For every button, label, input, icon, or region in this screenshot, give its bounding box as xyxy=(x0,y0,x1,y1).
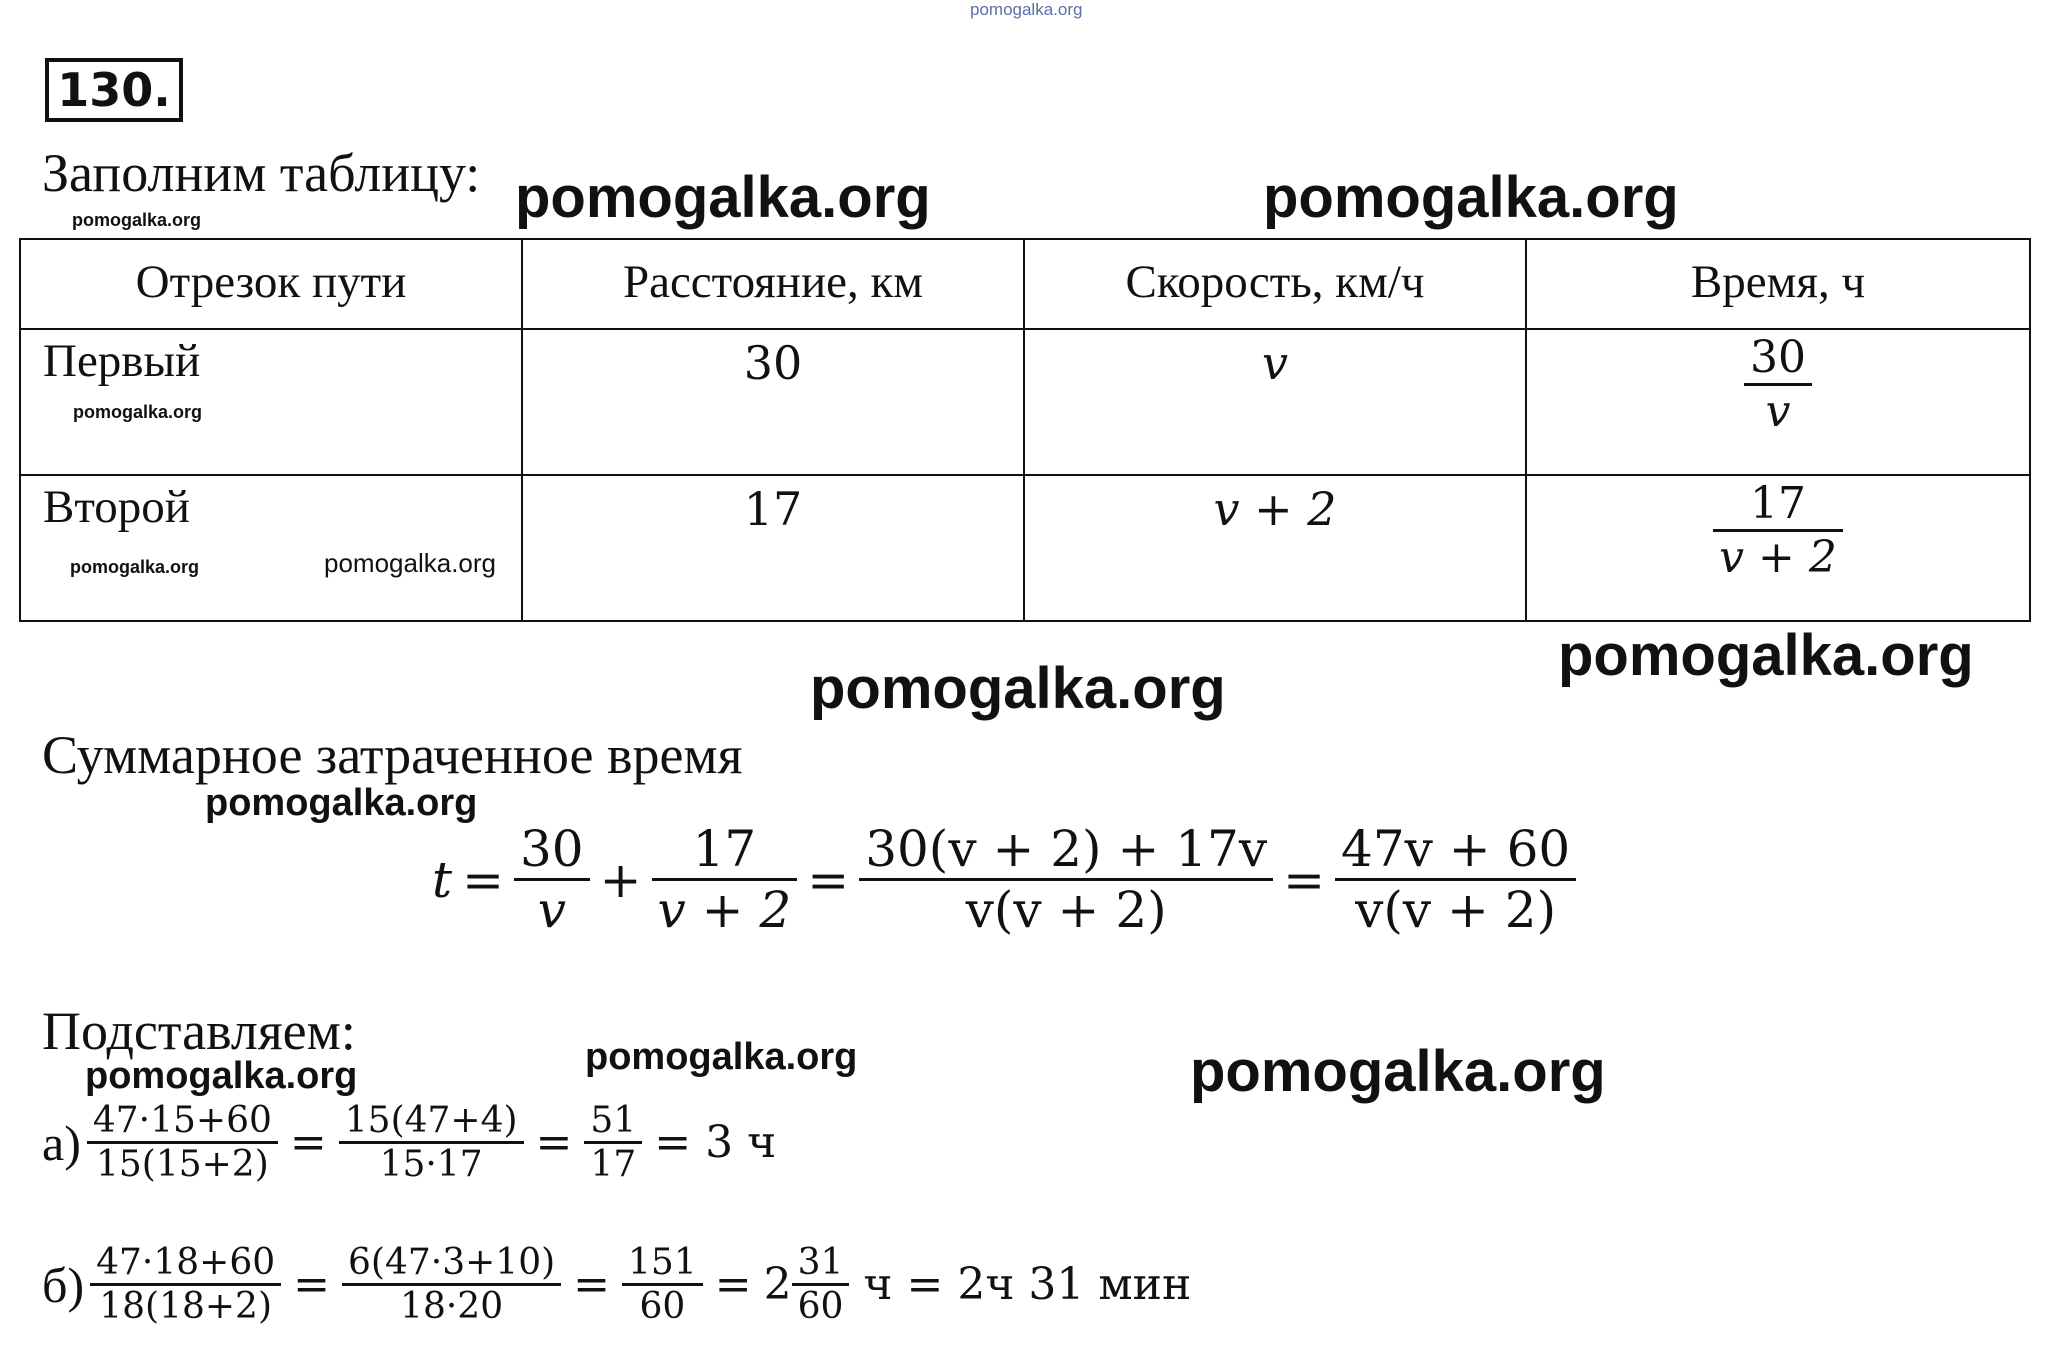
fraction-numerator: 151 xyxy=(628,1242,697,1283)
formula-fraction xyxy=(1335,820,1576,939)
case-b-equation: б) $\frac{47\cdot 18+60}{18(18+2)}$ = $\frac{6(47\cdot 3+10)}{18\cdot 20}$ = $\frac{151}{60}$ = 2 $\frac{31}{60}$ ч = 2ч 31 мин xyxy=(42,1242,1192,1327)
table-row xyxy=(20,475,2030,621)
distance-value: 30 xyxy=(743,336,803,390)
fraction-denominator: 15·17 xyxy=(379,1144,483,1185)
watermark: pomogalka.org xyxy=(585,1036,858,1078)
watermark: pomogalka.org xyxy=(85,1055,358,1097)
fraction-denominator: 18(18+2) xyxy=(99,1286,272,1327)
case-result: ч = 2ч 31 мин xyxy=(863,1259,1192,1310)
watermark: pomogalka.org xyxy=(1700,1320,1830,1340)
watermark: pomogalka.org xyxy=(515,165,931,230)
fraction-denominator: 15(15+2) xyxy=(95,1144,269,1185)
substitute-label: Подставляем: xyxy=(42,1001,356,1061)
fraction-denominator: v + 2 xyxy=(657,881,792,939)
case-fraction xyxy=(90,1242,281,1327)
table-header-cell: Отрезок пути xyxy=(20,239,522,329)
fraction-numerator: 15(47+4) xyxy=(344,1100,518,1141)
fraction-denominator: 17 xyxy=(590,1144,637,1185)
fraction-denominator: v xyxy=(537,881,566,939)
fraction-denominator: v(v + 2) xyxy=(1355,881,1557,939)
table-cell xyxy=(1024,475,1526,621)
formula-fraction xyxy=(514,820,590,939)
case-fraction xyxy=(584,1100,642,1185)
problem-number: 130. xyxy=(45,58,183,122)
watermark: pomogalka.org xyxy=(205,782,478,824)
table-header-cell: Время, ч xyxy=(1526,239,2030,329)
table-cell xyxy=(1526,329,2030,475)
formula-fraction xyxy=(652,820,798,939)
fraction-numerator: 17 xyxy=(1749,478,1806,529)
watermark: pomogalka.org xyxy=(324,548,496,578)
fraction-numerator: 6(47·3+10) xyxy=(348,1242,556,1283)
header-watermark: pomogalka.org xyxy=(970,0,1083,19)
case-label: а) xyxy=(42,1114,81,1171)
watermark: pomogalka.org xyxy=(1263,165,1679,230)
watermark: pomogalka.org xyxy=(72,210,202,230)
speed-value: v xyxy=(1262,336,1288,390)
fraction-denominator: 60 xyxy=(797,1286,844,1327)
fraction-denominator: v(v + 2) xyxy=(965,881,1167,939)
fraction-denominator: 18·20 xyxy=(400,1286,504,1327)
case-fraction xyxy=(342,1242,561,1327)
formula-lhs: t xyxy=(432,850,453,909)
equals-sign: = xyxy=(807,850,850,909)
fraction-denominator: v xyxy=(1765,386,1791,437)
fraction-numerator: 30 xyxy=(1750,332,1806,383)
equals-sign: = xyxy=(462,850,504,909)
table-cell xyxy=(522,475,1024,621)
table-header-cell: Скорость, км/ч xyxy=(1024,239,1526,329)
table-cell xyxy=(20,329,522,475)
table-cell xyxy=(1024,329,1526,475)
table-cell xyxy=(1526,475,2030,621)
mixed-whole: 2 xyxy=(763,1259,792,1310)
mixed-fraction xyxy=(792,1242,850,1327)
fraction-denominator: 60 xyxy=(639,1286,686,1327)
data-table xyxy=(19,238,2031,622)
table-row xyxy=(20,329,2030,475)
watermark: pomogalka.org xyxy=(73,402,203,422)
fraction-numerator: 47·18+60 xyxy=(96,1242,276,1283)
watermark: pomogalka.org xyxy=(70,557,200,577)
segment-label: Второй xyxy=(43,481,190,533)
time-formula xyxy=(432,820,1576,939)
formula-fraction xyxy=(859,820,1273,939)
fraction-numerator: 30(v + 2) + 17v xyxy=(865,820,1268,878)
equals-sign: = xyxy=(1283,850,1326,909)
case-fraction xyxy=(87,1100,278,1185)
total-time-label: Суммарное затраченное время xyxy=(42,725,743,785)
fraction-numerator: 47·15+60 xyxy=(92,1100,272,1141)
speed-value: v + 2 xyxy=(1213,482,1337,536)
segment-label: Первый xyxy=(43,335,201,387)
case-label: б) xyxy=(42,1256,85,1313)
watermark: pomogalka.org xyxy=(1558,623,1974,688)
distance-value: 17 xyxy=(743,482,803,536)
table-cell xyxy=(522,329,1024,475)
table-header-cell: Расстояние, км xyxy=(522,239,1024,329)
intro-text: Заполним таблицу: xyxy=(42,143,481,203)
case-fraction xyxy=(339,1100,524,1185)
fraction-numerator: 31 xyxy=(797,1242,844,1283)
case-fraction xyxy=(622,1242,703,1327)
watermark: pomogalka.org xyxy=(810,656,1226,721)
fraction-numerator: 51 xyxy=(590,1100,637,1141)
case-a-equation: а) $\frac{47\cdot 15+60}{15(15+2)}$ = $\frac{15(47+4)}{15\cdot 17}$ = $\frac{51}{17}$ = 3 ч xyxy=(42,1100,777,1185)
fraction-denominator: v + 2 xyxy=(1719,532,1837,583)
table-cell xyxy=(20,475,522,621)
fraction-numerator: 47v + 60 xyxy=(1341,820,1571,878)
fraction-numerator: 30 xyxy=(520,820,584,878)
plus-sign: + xyxy=(599,850,642,909)
fraction-numerator: 17 xyxy=(692,820,757,878)
time-fraction xyxy=(1744,332,1812,437)
watermark: pomogalka.org xyxy=(1190,1039,1606,1104)
time-fraction xyxy=(1713,478,1843,583)
case-result: = 3 ч xyxy=(654,1117,777,1168)
